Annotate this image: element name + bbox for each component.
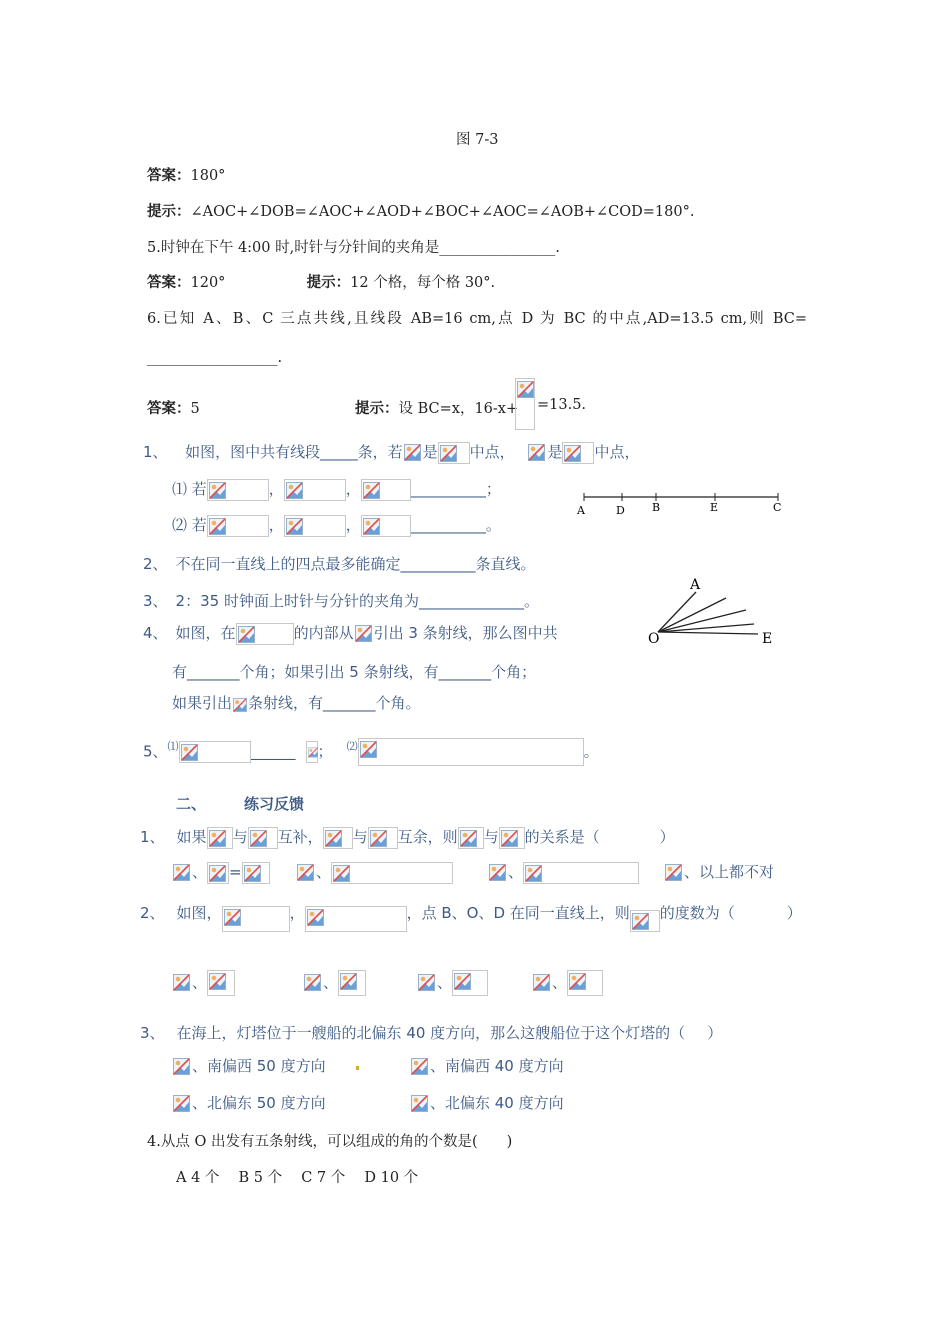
option-image <box>296 862 316 884</box>
broken-image-icon <box>370 830 387 847</box>
point-image <box>354 623 374 645</box>
broken-image-icon <box>355 625 372 642</box>
broken-image-icon <box>454 973 471 990</box>
broken-image-icon <box>173 864 190 881</box>
fb3-option-b[interactable] <box>410 1055 564 1078</box>
broken-image-icon <box>665 864 682 881</box>
broken-image-icon <box>525 865 542 882</box>
ex1-text: 如图，图中共有线段_____条，若 <box>185 443 403 461</box>
broken-image-icon <box>307 909 324 926</box>
fb1-text: 互余，则 <box>397 828 458 846</box>
hint-text: ∠AOC+∠DOB=∠AOC+∠AOD+∠BOC+∠AOC=∠AOB+∠COD=180°. <box>190 204 695 220</box>
section-number: 二、 <box>176 795 207 813</box>
item-number: 3、 <box>140 1024 165 1042</box>
broken-image-icon <box>286 482 303 499</box>
option-text: 、以上都不对 <box>684 863 775 881</box>
point-label-b: B <box>652 501 661 514</box>
option-image <box>532 972 552 994</box>
equation-image <box>306 741 318 763</box>
option-image <box>303 972 323 994</box>
fb1-text: 与 <box>352 828 368 846</box>
broken-image-icon <box>233 698 247 712</box>
broken-image-icon <box>209 830 226 847</box>
line-segment-figure <box>570 488 790 524</box>
ex4-text: 如图，在 <box>175 624 236 642</box>
sub-tail: __________； <box>410 480 501 498</box>
sub-label: ⑴ 若 <box>172 480 207 498</box>
q6-answer-row <box>147 397 200 418</box>
angle-image <box>236 623 294 645</box>
answer-label: 答案： <box>147 168 191 184</box>
option-image <box>207 970 235 996</box>
equation-image <box>284 479 346 501</box>
broken-image-icon <box>325 830 342 847</box>
ex5-row <box>143 738 599 766</box>
fb1-text: 与 <box>483 828 499 846</box>
sub-label: ⑵ <box>346 740 358 753</box>
rays-figure <box>640 574 790 650</box>
broken-image-icon <box>489 864 506 881</box>
ray-label-a: A <box>690 577 701 593</box>
separator: ， <box>268 480 284 498</box>
broken-image-icon <box>333 865 350 882</box>
fb2-question <box>140 902 802 932</box>
fb3-option-d[interactable] <box>410 1092 564 1115</box>
fb1-option-a[interactable] <box>172 861 270 884</box>
ex4-text: 条射线，有_______个角。 <box>248 694 421 712</box>
answer-value: 5 <box>190 401 200 417</box>
fb1-text: 如果 <box>176 828 207 846</box>
angle-image <box>222 906 290 932</box>
separator: 、 <box>192 973 208 992</box>
option-text: 、南偏西 40 度方向 <box>430 1057 564 1075</box>
fb1-option-b[interactable] <box>296 861 453 884</box>
broken-image-icon <box>363 482 380 499</box>
fb2-option-a[interactable] <box>172 970 235 996</box>
broken-image-icon <box>209 973 226 990</box>
broken-image-icon <box>632 913 649 930</box>
q4-answer-row <box>147 164 225 185</box>
angle-image <box>305 906 407 932</box>
fb2-option-d[interactable] <box>532 970 603 996</box>
broken-image-icon <box>238 626 255 643</box>
equation-image <box>207 479 269 501</box>
broken-image-icon <box>360 741 377 758</box>
option-text: 、南偏西 50 度方向 <box>192 1057 326 1075</box>
answer-label: 答案： <box>147 275 191 291</box>
q6-question-line1: 6.已知 A、B、C 三点共线,且线段 AB=16 cm,点 D 为 BC 的中点,AD=13.5 cm,则 BC= <box>147 311 807 327</box>
q4-hint-row <box>147 200 694 221</box>
sub-label: ⑴ <box>167 740 179 753</box>
angle-image <box>248 827 278 849</box>
hint-label: 提示： <box>147 204 191 220</box>
count-image <box>232 693 248 715</box>
fb3-option-c[interactable] <box>172 1092 326 1115</box>
broken-image-icon <box>209 482 226 499</box>
sub-tail: __________。 <box>410 516 501 534</box>
fb4-question: 4.从点 O 出发有五条射线，可以组成的角的个数是( ) <box>147 1134 513 1150</box>
fb2-text: 的度数为（ <box>659 904 735 922</box>
broken-image-icon <box>340 973 357 990</box>
option-image <box>410 1093 430 1115</box>
fb3-question <box>140 1022 722 1043</box>
fb1-text: ） <box>659 828 675 846</box>
blank-line: ______ <box>250 742 296 761</box>
item-number: 4、 <box>143 624 168 642</box>
broken-image-icon <box>181 744 198 761</box>
ex1-line1 <box>143 441 639 464</box>
equation-image <box>361 479 411 501</box>
broken-image-icon <box>308 744 318 761</box>
item-number: 1、 <box>143 443 168 461</box>
fb1-text: 的关系是（ <box>524 828 600 846</box>
ex1-sub1 <box>172 478 501 501</box>
answer-value: 120° <box>190 275 226 291</box>
fb2-text: ，点 B、O、D 在同一直线上，则 <box>406 904 630 922</box>
ex2-text: 不在同一直线上的四点最多能确定__________条直线。 <box>175 555 536 573</box>
fb1-text: 互补， <box>277 828 323 846</box>
option-image <box>664 862 684 884</box>
fb3-option-a[interactable] <box>172 1055 326 1078</box>
angle-image <box>458 827 484 849</box>
option-image <box>172 1093 192 1115</box>
broken-image-icon <box>224 909 241 926</box>
broken-image-icon <box>411 1058 428 1075</box>
broken-image-icon <box>411 1095 428 1112</box>
option-image <box>172 1056 192 1078</box>
broken-image-icon <box>501 830 518 847</box>
segment-image <box>562 442 594 464</box>
fb4-options: A 4 个 B 5 个 C 7 个 D 10 个 <box>176 1170 419 1186</box>
broken-image-icon <box>569 973 586 990</box>
hint-label: 提示： <box>306 275 351 291</box>
separator: ； <box>317 742 333 761</box>
broken-image-icon <box>173 1058 190 1075</box>
broken-image-icon <box>528 444 545 461</box>
point-label-c: C <box>773 501 782 514</box>
item-number: 5、 <box>143 742 168 761</box>
separator: 、 <box>437 973 453 992</box>
broken-image-icon <box>418 974 435 991</box>
broken-image-icon <box>209 865 226 882</box>
option-image <box>417 972 437 994</box>
hint-label: 提示： <box>355 401 399 417</box>
q5-question: 5.时钟在下午 4:00 时,时针与分针间的夹角是________________. <box>147 240 560 256</box>
angle-image <box>499 827 525 849</box>
separator: ， <box>345 480 361 498</box>
separator: ， <box>268 516 284 534</box>
point-label-a: A <box>577 504 585 517</box>
option-image <box>172 862 192 884</box>
sub-label: ⑵ 若 <box>172 516 207 534</box>
fb2-text: ， <box>289 904 305 922</box>
hint-text-end: =13.5. <box>537 397 587 413</box>
separator: ， <box>345 516 361 534</box>
point-label-e: E <box>710 501 719 514</box>
equation-image <box>207 515 269 537</box>
fb1-option-d[interactable] <box>664 861 774 884</box>
broken-image-icon <box>297 864 314 881</box>
broken-image-icon <box>286 518 303 535</box>
point-image <box>527 442 547 464</box>
figure-caption: 图 7-3 <box>456 132 499 148</box>
end-mark: 。 <box>583 742 599 761</box>
broken-image-icon <box>244 865 261 882</box>
broken-image-icon <box>460 830 477 847</box>
fb3-text: 在海上，灯塔位于一艘船的北偏东 40 度方向，那么这艘船位于这个灯塔的（ <box>176 1024 686 1042</box>
option-image <box>242 862 270 884</box>
q6-hint-row <box>355 397 518 418</box>
ray-label-o: O <box>648 631 660 647</box>
item-number: 2、 <box>140 904 165 922</box>
ex2-row <box>143 553 536 574</box>
q5-answer-row <box>147 271 495 292</box>
option-image <box>567 970 603 996</box>
fb3-text: ） <box>707 1024 723 1042</box>
broken-image-icon <box>173 974 190 991</box>
angle-image <box>323 827 353 849</box>
broken-image-icon <box>304 974 321 991</box>
option-text: 、北偏东 40 度方向 <box>430 1094 564 1112</box>
option-image <box>410 1056 430 1078</box>
equation-image <box>284 515 346 537</box>
option-image <box>207 862 229 884</box>
segment-image <box>403 442 423 464</box>
section-title: 练习反馈 <box>244 795 305 813</box>
hint-text: 12 个格，每个格 30°. <box>350 275 496 291</box>
ex4-line3 <box>172 692 421 715</box>
equation-image <box>179 741 251 763</box>
equals: = <box>229 863 242 881</box>
point-image <box>438 442 470 464</box>
point-label-d: D <box>616 504 625 517</box>
fb1-option-c[interactable] <box>488 861 639 884</box>
hint-text: 设 BC=x，16-x+ <box>398 401 519 417</box>
ex1-text: 中点， <box>594 443 640 461</box>
stray-dot <box>356 1066 359 1070</box>
ex1-text: 是 <box>547 443 563 461</box>
fraction-image-placeholder <box>515 378 535 430</box>
broken-image-icon <box>250 830 267 847</box>
ex1-text: 中点， <box>469 443 515 461</box>
ex4-text: 引出 3 条射线，那么图中共 <box>373 624 558 642</box>
angle-image <box>368 827 398 849</box>
separator: 、 <box>552 973 568 992</box>
broken-image-icon <box>440 445 457 462</box>
fb2-text: 如图， <box>176 904 222 922</box>
broken-image-icon <box>363 518 380 535</box>
option-image <box>523 862 639 884</box>
ex4-line1 <box>143 622 558 645</box>
separator: 、 <box>192 863 208 881</box>
broken-image-icon <box>209 518 226 535</box>
broken-image-icon <box>517 381 534 398</box>
item-number: 3、 <box>143 592 168 610</box>
angle-image <box>207 827 233 849</box>
equation-image <box>358 738 584 766</box>
ex1-sub2 <box>172 514 501 537</box>
ex3-row <box>143 590 539 611</box>
angle-image <box>630 910 660 932</box>
broken-image-icon <box>533 974 550 991</box>
ex4-text: 如果引出 <box>172 694 233 712</box>
option-image <box>331 862 453 884</box>
fb1-text: 与 <box>232 828 248 846</box>
ex4-text: 的内部从 <box>293 624 354 642</box>
answer-value: 180° <box>190 168 226 184</box>
ex3-text: 2：35 时钟面上时针与分针的夹角为______________。 <box>175 592 539 610</box>
ex1-text: 是 <box>422 443 438 461</box>
separator: 、 <box>323 973 339 992</box>
separator: 、 <box>508 863 524 881</box>
q6-question-line2: __________________. <box>147 350 283 366</box>
answer-label: 答案： <box>147 401 191 417</box>
option-image <box>488 862 508 884</box>
ex4-line2: 有_______个角；如果引出 5 条射线，有_______个角； <box>172 663 537 681</box>
option-image <box>172 972 192 994</box>
broken-image-icon <box>404 444 421 461</box>
item-number: 1、 <box>140 828 165 846</box>
separator: 、 <box>316 863 332 881</box>
fb2-text: ） <box>786 904 802 922</box>
fb2-option-b[interactable] <box>303 970 366 996</box>
fb2-option-c[interactable] <box>417 970 488 996</box>
broken-image-icon <box>173 1095 190 1112</box>
fb1-question <box>140 826 675 849</box>
broken-image-icon <box>564 445 581 462</box>
option-image <box>338 970 366 996</box>
item-number: 2、 <box>143 555 168 573</box>
ray-label-e: E <box>762 631 773 647</box>
equation-image <box>361 515 411 537</box>
option-image <box>452 970 488 996</box>
option-text: 、北偏东 50 度方向 <box>192 1094 326 1112</box>
